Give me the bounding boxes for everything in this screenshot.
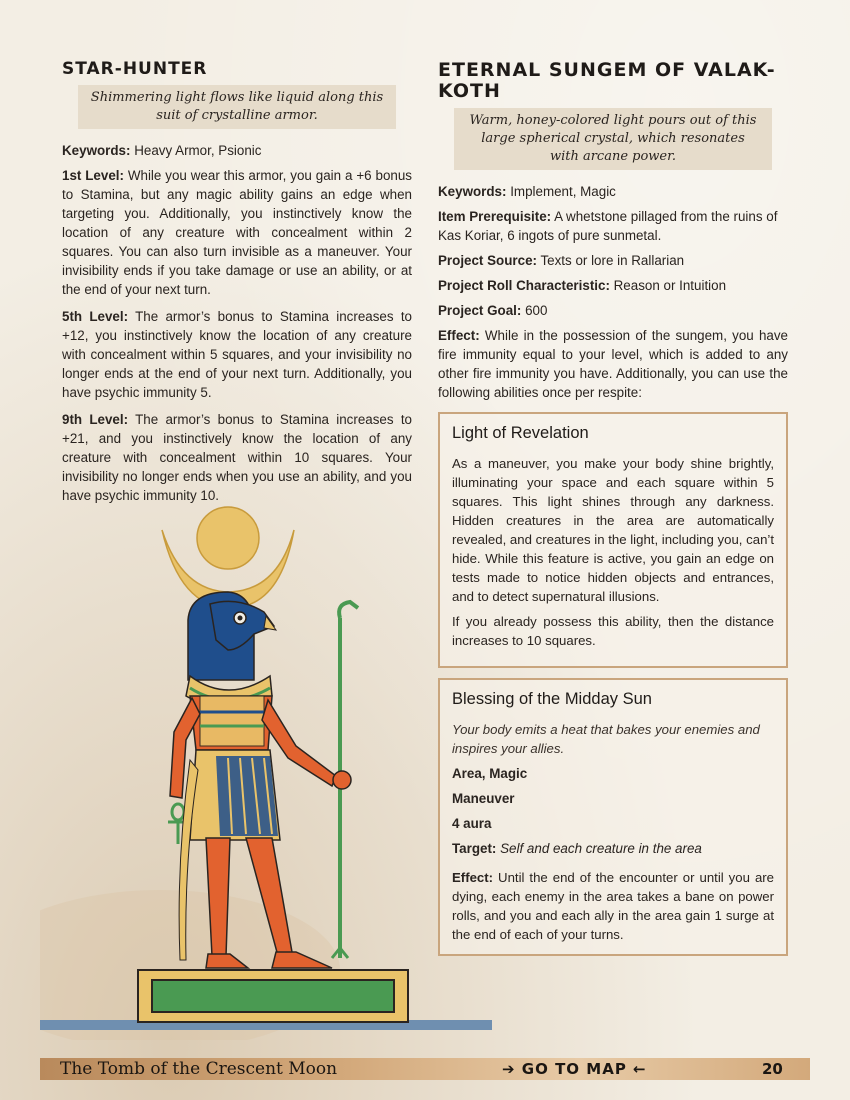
falcon-god-illustration — [40, 500, 495, 1040]
ability-type-text: Maneuver — [452, 791, 515, 806]
ability-type — [452, 789, 774, 808]
ability-description: As a maneuver, you make your body shine brightly, illuminating your space and each square within 5 squares. This light shines through any darkness. Hidden creatures in the area are automatically revealed, and creatures in the light, including you, can’t hide. While this feature is active, you gain an edge on tests made to notice hidden objects and entrances, and to detect supernatural illusions. — [452, 456, 774, 604]
field-value: Implement, Magic — [510, 184, 616, 199]
ability-keywords — [452, 764, 774, 783]
ability-target — [452, 839, 774, 858]
item-flavor-text: Warm, honey-colored light pours out of this large spherical crystal, which resonates with arcane power. — [454, 108, 772, 170]
field-label: Item Prerequisite: — [438, 209, 552, 224]
right-hand — [333, 771, 351, 789]
go-to-map-link[interactable]: ➔ GO TO MAP ← — [502, 1060, 647, 1078]
level-label: 5th Level: — [62, 309, 129, 324]
level-text: The armor’s bonus to Stamina increases to +12, you instinctively know the location of any creature with concealment within 5 squares, and your invisibility no longer ends at the end of your next turn. Additionally, you have psychic immunity 5. — [62, 309, 413, 400]
level-1-paragraph — [62, 166, 412, 299]
ability-light-of-revelation — [438, 412, 788, 668]
ability-distance-text: 4 aura — [452, 816, 492, 831]
field-label: Project Roll Characteristic: — [438, 278, 610, 293]
field-label: Keywords: — [438, 184, 507, 199]
target-value: Self and each creature in the area — [500, 841, 702, 856]
field-value: A whetstone pillaged from the ruins of Kas Koriar, 6 ingots of pure sunmetal. — [438, 209, 778, 243]
ability-title: Blessing of the Midday Sun — [452, 690, 652, 708]
effect-text: While in the possession of the sungem, you have fire immunity equal to your level, which is added to any other fire immunity you have. Additionally, you can use the following abilities once per respite: — [438, 328, 788, 400]
level-5-paragraph — [62, 307, 412, 402]
ability-note: If you already possess this ability, then the distance increases to 10 squares. — [452, 614, 774, 648]
keywords-line — [62, 141, 412, 160]
item-title-star-hunter: STAR-HUNTER — [62, 59, 208, 79]
level-9-paragraph — [62, 410, 412, 505]
field-value: 600 — [525, 303, 548, 318]
ability-title: Light of Revelation — [452, 424, 589, 442]
ability-distance — [452, 814, 774, 833]
left-column — [62, 60, 412, 513]
ability-blessing-of-the-midday-sun — [438, 678, 788, 956]
ability-effect — [452, 868, 774, 944]
field-label: Project Source: — [438, 253, 537, 268]
level-text: The armor’s bonus to Stamina increases to +21, and you instinctively know the location of any creature with concealment within 10 squares. Your invisibility no longer ends when you use an ability, and you have psychic immunity 10. — [62, 412, 413, 503]
staff-head — [339, 602, 358, 618]
field-project-goal — [438, 301, 788, 320]
field-project-roll — [438, 276, 788, 295]
effect-label: Effect: — [438, 328, 480, 343]
field-value: Reason or Intuition — [613, 278, 727, 293]
corselet — [200, 696, 264, 746]
field-keywords — [438, 182, 788, 201]
level-label: 1st Level: — [62, 168, 124, 183]
level-text: While you wear this armor, you gain a +6 bonus to Stamina, but any magic ability gains an edge when targeting you. Additionally, you instinctively know the location of any creature with concealment within 2 squares. You can also turn invisible as a maneuver. Your invisibility ends if you take damage or use an ability, or at the end of your next turn. — [62, 168, 412, 297]
field-label: Project Goal: — [438, 303, 522, 318]
effect-text: Until the end of the encounter or until you are dying, each enemy in the area takes a bane on power rolls, and you and each ally in the area gain 1 surge at the end of each of your turns. — [452, 870, 775, 942]
ability-keywords-text: Area, Magic — [452, 766, 528, 781]
keywords-value: Heavy Armor, Psionic — [134, 143, 262, 158]
falcon-pupil — [238, 616, 243, 621]
ankh-loop — [172, 804, 184, 820]
target-label: Target: — [452, 841, 497, 856]
footer-book-title: The Tomb of the Crescent Moon — [60, 1059, 338, 1079]
falcon-beak — [264, 616, 276, 630]
effect-label: Effect: — [452, 870, 494, 885]
page-number: 20 — [762, 1060, 783, 1078]
sun-disk — [197, 507, 259, 569]
field-value: Texts or lore in Rallarian — [540, 253, 685, 268]
field-project-source — [438, 251, 788, 270]
ability-flavor: Your body emits a heat that bakes your enemies and inspires your allies. — [452, 722, 760, 756]
item-title-sungem: ETERNAL SUNGEM OF VALAK-KOTH — [438, 59, 776, 102]
field-item-prerequisite — [438, 207, 788, 245]
effect-paragraph — [438, 326, 788, 402]
keywords-label: Keywords: — [62, 143, 131, 158]
item-flavor-text: Shimmering light flows like liquid along this suit of crystalline armor. — [78, 85, 396, 129]
pedestal-inlay — [152, 980, 394, 1012]
right-column — [438, 60, 788, 956]
level-label: 9th Level: — [62, 412, 129, 427]
